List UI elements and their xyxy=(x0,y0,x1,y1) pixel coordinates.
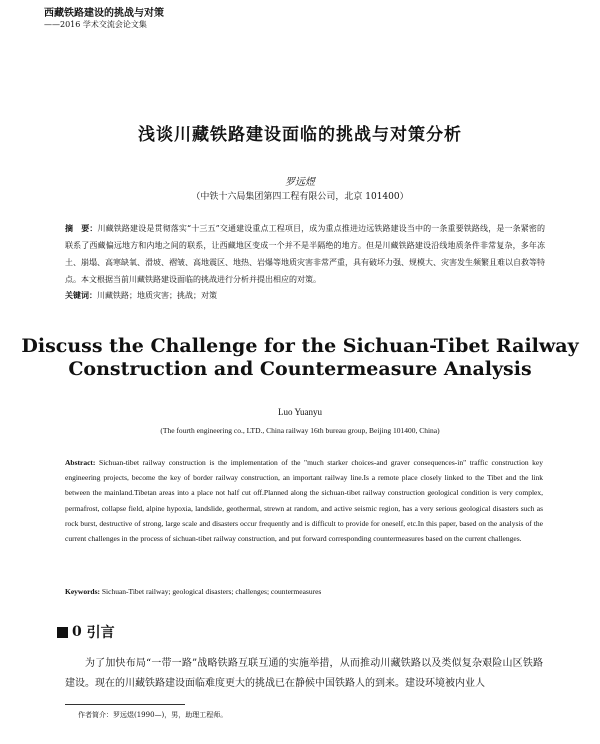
chinese-abstract-label: 摘 要： xyxy=(65,223,98,233)
section-heading xyxy=(57,622,115,642)
english-keywords-label: Keywords: xyxy=(65,587,100,596)
chinese-abstract-text: 川藏铁路建设是贯彻落实“十三五”交通建设重点工程项目，成为重点推进边远铁路建设当中的一条重要铁路线，是一条紧密的联系了西藏偏远地方和内地之间的联系，让西藏地区变成一个并不是半隔绝的地方。但是川藏铁路建设沿线地质条件非常复杂，多年冻土、崩塌、高寒缺氧、滑坡、褶皱、高地震区、地热、岩爆等地质灾害非常严重，具有破坏力强、规模大、灾害发生频繁且难以自救等特点。本文根据当前川藏铁路建设面临的挑战进行分析并提出相应的对策。 xyxy=(65,224,545,284)
chinese-keywords xyxy=(65,289,545,302)
section-number: 0 xyxy=(72,624,82,640)
english-title-line2: Construction and Countermeasure Analysis xyxy=(68,358,532,380)
english-keywords-text: Sichuan-Tibet railway; geological disasters; challenges; countermeasures xyxy=(101,587,322,596)
author-footnote: 作者简介：罗远煜(1990—)，男，助理工程师。 xyxy=(78,711,228,719)
english-title xyxy=(0,335,600,381)
running-header-subtitle: ——2016 学术交流会论文集 xyxy=(44,20,147,29)
running-header xyxy=(44,8,344,30)
english-affiliation: (The fourth engineering co., LTD., China railway 16th bureau group, Beijing 101400, China) xyxy=(160,426,440,435)
chinese-keywords-text: 川藏铁路；地质灾害；挑战；对策 xyxy=(97,291,217,300)
english-abstract-text: Sichuan-tibet railway construction is the implementation of the "much starker choices-and graver consequences-in" traffic construction key engineering projects, become the key of border railway construction, an important railway line.Is a remote place closely linked to the Tibet and the link between the mainland.Tibetan areas into a place not half cut off.Planned along the sichuan-tibet railway construction geological condition is very complex, permafrost, collapse field, alpine hypoxia, landslide, geothermal, strewn at random, and active seismic region, has a very serious geological disasters such as rock burst, destructive of strong, large scale and disasters occur frequently and is difficult to provide for oneself, etc.In this paper, based on the analysis of the current challenges in the process of sichuan-tibet railway construction, and put forward corresponding countermeasures based on the current challenges. xyxy=(65,458,544,544)
chinese-title: 浅谈川藏铁路建设面临的挑战与对策分析 xyxy=(138,125,462,145)
english-keywords xyxy=(65,586,543,597)
english-title-line1: Discuss the Challenge for the Sichuan-Tibet Railway xyxy=(21,335,579,357)
section-square-icon xyxy=(57,627,68,638)
english-author: Luo Yuanyu xyxy=(278,407,322,417)
chinese-abstract xyxy=(65,220,545,288)
chinese-keywords-label: 关键词： xyxy=(65,290,97,300)
chinese-affiliation: （中铁十六局集团第四工程有限公司，北京 101400） xyxy=(191,192,409,202)
english-abstract-label: Abstract: xyxy=(65,458,96,467)
body-paragraph: 为了加快布局“一带一路”战略铁路互联互通的实施举措，从而推动川藏铁路以及类似复杂艰险山区铁路建设。现在的川藏铁路建设面临难度更大的挑战已在静候中国铁路人的到来。建设环境被内业人 xyxy=(65,658,543,689)
section-title: 引言 xyxy=(86,625,115,641)
footnote-divider xyxy=(65,704,185,705)
english-abstract xyxy=(65,455,543,546)
chinese-author: 罗远煜 xyxy=(285,177,315,188)
running-header-title: 西藏铁路建设的挑战与对策 xyxy=(44,8,164,19)
